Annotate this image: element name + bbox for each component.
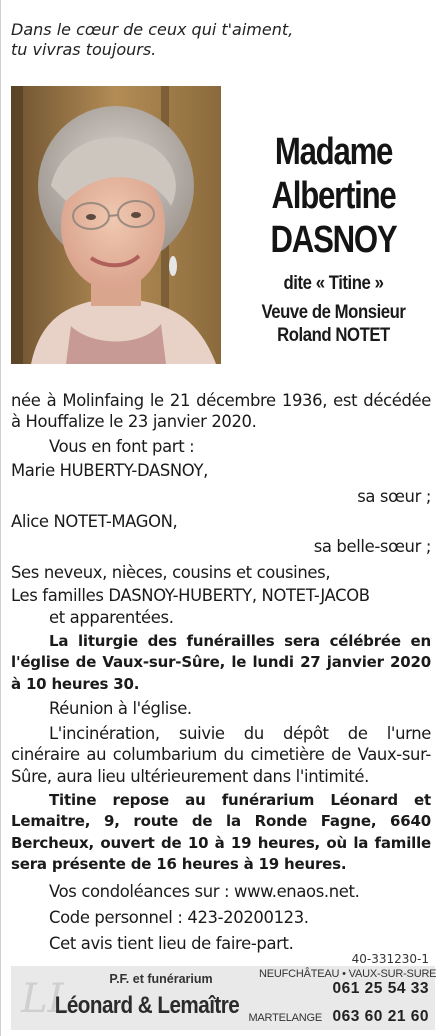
portrait-photo: [11, 86, 221, 364]
meeting-text: Réunion à l'église.: [49, 699, 192, 719]
funeral-home-name: Léonard & Lemaître: [54, 992, 240, 1019]
notice-text: Cet avis tient lieu de faire-part.: [49, 934, 294, 954]
liturgy-text: La liturgie des funérailles sera célébrée en l'église de Vaux-sur-Sûre, le lundi 27 janvier 2020 à 10 heures 30.: [11, 632, 431, 693]
intro-text: Vous en font part :: [49, 436, 195, 456]
family-member-relation: sa belle-sœur ;: [313, 537, 431, 557]
relatives-text: Ses neveux, nièces, cousins et cousines,: [11, 562, 331, 582]
relatives-text: Les familles DASNOY-HUBERTY, NOTET-JACOB: [11, 586, 370, 606]
personal-code-text: Code personnel : 423-20200123.: [49, 907, 309, 927]
funeral-home-banner: [11, 966, 435, 1030]
deceased-first-name: Albertine: [271, 175, 396, 217]
cremation-text: L'incinération, suivie du dépôt de l'urne cinéraire au columbarium du cimetière de Vaux-sur-Sûre, aura lieu ultérieurement dans l'intimité.: [11, 723, 431, 786]
contact-location: MARTELANGE: [248, 1012, 323, 1024]
deceased-title: Madame: [274, 131, 393, 173]
funeral-home-label: P.F. et funérarium: [109, 972, 213, 986]
logo-monogram: LL: [21, 976, 75, 1022]
funeral-home-contacts: [248, 968, 437, 1025]
family-member-name: Alice NOTET-MAGON,: [11, 512, 178, 532]
contact-location: NEUFCHÂTEAU • VAUX-SUR-SURE: [259, 968, 437, 980]
contact-phone: 061 25 54 33: [332, 980, 429, 997]
relatives-text: et apparentées.: [49, 607, 174, 627]
funerarium-text: Titine repose au funérarium Léonard et Lemaitre, 9, route de la Ronde Fagne, 6640 Bercheux, ouvert de 10 à 19 heures, où la famille sera présente de 16 heures à 19 heures.: [11, 790, 431, 874]
deceased-heading: [231, 130, 436, 347]
deceased-alias: dite « Titine »: [283, 273, 384, 294]
contact-phone: 063 60 21 60: [332, 1008, 429, 1025]
portrait-image: [11, 86, 221, 364]
notice-body: [11, 390, 431, 955]
family-member-relation: sa sœur ;: [357, 486, 431, 506]
spouse-name: Roland NOTET: [277, 325, 390, 346]
reference-number: 40-331230-1: [351, 952, 429, 966]
epitaph-quote: [11, 20, 431, 60]
condolences-text: Vos condoléances sur : www.enaos.net.: [49, 881, 360, 901]
contact-row: [248, 1008, 429, 1026]
family-member-name: Marie HUBERTY-DASNOY,: [11, 461, 208, 481]
birth-death-text: née à Molinfaing le 21 décembre 1936, est décédée à Houffalize le 23 janvier 2020.: [11, 391, 431, 432]
quote-line: tu vivras toujours.: [11, 40, 157, 59]
deceased-last-name: DASNOY: [270, 219, 397, 261]
spouse-line: Veuve de Monsieur: [261, 302, 406, 323]
quote-line: Dans le cœur de ceux qui t'aiment,: [11, 20, 294, 39]
